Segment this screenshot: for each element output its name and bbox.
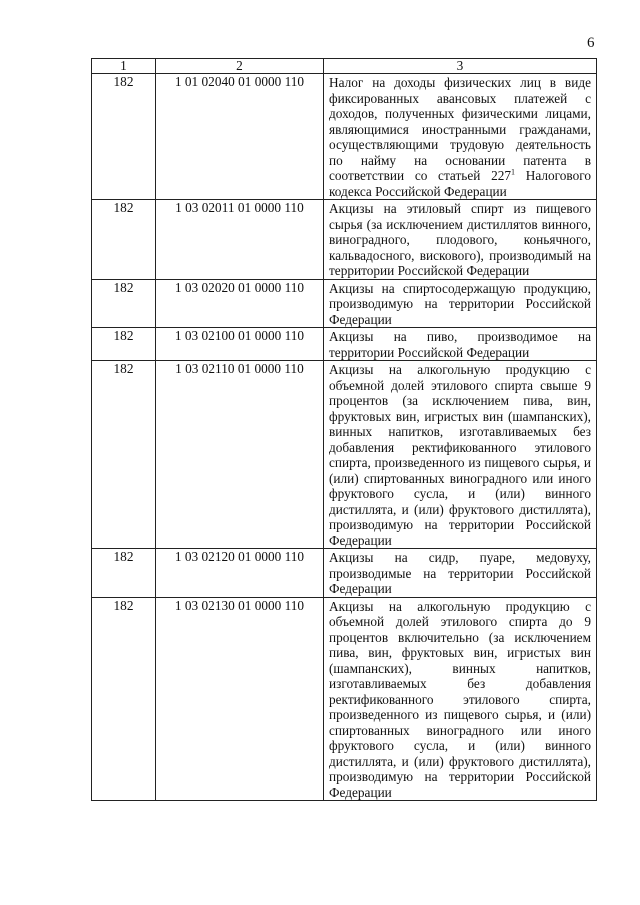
description-cell (324, 279, 597, 328)
budget-code-cell: 1 03 02110 01 0000 110 (156, 361, 324, 549)
description-text: Акцизы на пиво, производимое на территории Российской Федерации (329, 329, 591, 360)
description-text-part: Налогового кодекса Российской Федерации (329, 168, 592, 199)
table-row (92, 328, 597, 361)
admin-code-cell: 182 (92, 328, 156, 361)
description-text: Акцизы на этиловый спирт из пищевого сырья (за исключением дистиллятов винного, виноградного, плодового, коньячного, кальвадосного, вискового), производимый на территории Российской Федерации (329, 201, 591, 278)
page-number: 6 (587, 35, 595, 51)
table-row (92, 279, 597, 328)
admin-code-cell: 182 (92, 549, 156, 598)
header-col-2: 2 (156, 59, 324, 74)
table-row (92, 74, 597, 200)
header-col-3: 3 (324, 59, 597, 74)
description-text-part: Налог на доходы физических лиц в виде фиксированных авансовых платежей с доходов, полученных физическими лицами, являющимися иностранными гражданами, осуществляющими трудовую деятельность по найму на основании патента в соответствии со статьей 227 (329, 75, 591, 183)
table-row (92, 597, 597, 801)
revenue-code-table (91, 58, 597, 801)
table-row (92, 200, 597, 280)
header-col-1: 1 (92, 59, 156, 74)
budget-code-cell: 1 01 02040 01 0000 110 (156, 74, 324, 200)
description-text: Акцизы на сидр, пуаре, медовуху, производимые на территории Российской Федерации (329, 550, 591, 596)
budget-code-cell: 1 03 02100 01 0000 110 (156, 328, 324, 361)
description-cell (324, 361, 597, 549)
budget-code-cell: 1 03 02130 01 0000 110 (156, 597, 324, 801)
description-text (324, 74, 596, 199)
table-header-row (92, 59, 597, 74)
admin-code-cell: 182 (92, 74, 156, 200)
superscript-index: 1 (511, 167, 516, 177)
table-row (92, 361, 597, 549)
description-cell (324, 549, 597, 598)
description-text: Акцизы на спиртосодержащую продукцию, производимую на территории Российской Федерации (329, 280, 591, 327)
description-text: Акцизы на алкогольную продукцию с объемной долей этилового спирта до 9 процентов включительно (за исключением пива, вин, фруктовых вин, игристых вин (шампанских), винных напитков, изготавливаемых без добавления ректификованного этилового спирта, произведенного из пищевого сырья, и (или) спиртованных виноградного или иного фруктового сусла, и (или) винного дистиллята, и (или) фруктового дистиллята), производимую на территории Российской Федерации (329, 598, 591, 800)
admin-code-cell: 182 (92, 597, 156, 801)
budget-code-cell: 1 03 02120 01 0000 110 (156, 549, 324, 598)
admin-code-cell: 182 (92, 279, 156, 328)
budget-code-cell: 1 03 02011 01 0000 110 (156, 200, 324, 280)
description-cell (324, 200, 597, 280)
budget-code-cell: 1 03 02020 01 0000 110 (156, 279, 324, 328)
table-row (92, 549, 597, 598)
description-text: Акцизы на алкогольную продукцию с объемной долей этилового спирта свыше 9 процентов (за исключением пива, вин, фруктовых вин, игристых вин (шампанских), винных напитков, изготавливаемых без добавления ректификованного этилового спирта, произведенного из пищевого сырья, и (или) спиртованных виноградного или иного фруктового сусла, и (или) винного дистиллята, и (или) фруктового дистиллята), производимую на территории Российской Федерации (329, 362, 591, 548)
admin-code-cell: 182 (92, 361, 156, 549)
description-cell (324, 74, 597, 200)
admin-code-cell: 182 (92, 200, 156, 280)
description-cell (324, 597, 597, 801)
description-cell (324, 328, 597, 361)
